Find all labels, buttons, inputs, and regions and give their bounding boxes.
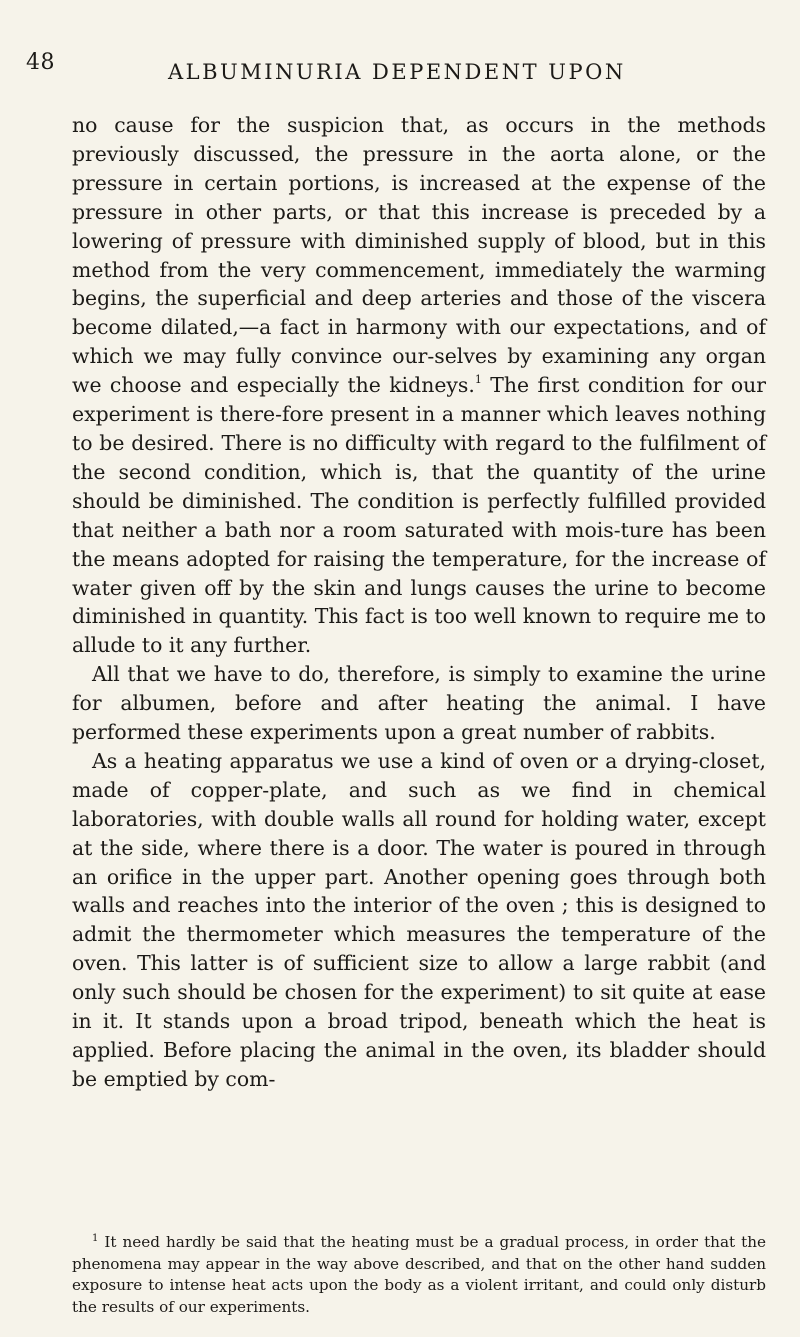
footnote-marker: 1 [92, 1233, 99, 1244]
paragraph-1-text-part-2: The first condition for our experiment is there-fore present in a manner which leaves nothing to be desired. There is no difficulty with regard to the fulfilment of the second condition, which is, that the quantity of the urine should be diminished. The condition is perfectly fulfilled provided that neither a bath nor a room saturated with mois-ture has been the means adopted for raising the temperature, for the increase of water given off by the skin and lungs causes the urine to become diminished in quantity. This fact is too well known to require me to allude to it any further. [72, 373, 766, 658]
paragraph-3: As a heating apparatus we use a kind of oven or a drying-closet, made of copper-plate, and such as we find in chemical laboratories, with double walls all round for holding water, except at the side, where there is a door. The water is poured in through an orifice in the upper part. Another opening goes through both walls and reaches into the interior of the oven ; this is designed to admit the thermometer which measures the temperature of the oven. This latter is of sufficient size to allow a large rabbit (and only such should be chosen for the experiment) to sit quite at ease in it. It stands upon a broad tripod, beneath which the heat is applied. Before placing the animal in the oven, its bladder should be emptied by com- [72, 748, 766, 1091]
paragraph-1-text-part-1: no cause for the suspicion that, as occurs in the methods previously discussed, the pressure in the aorta alone, or the pressure in certain portions, is increased at the expense of the pressure in other parts, or that this increase is preceded by a lowering of pressure with diminished supply of blood, but in this method from the very commencement, immediately the warming begins, the superficial and deep arteries and those of the viscera become dilated,—a fact in harmony with our expectations, and of which we may fully convince our-selves by examining any organ we choose and especially the kidneys. [72, 113, 766, 398]
footnote-text: It need hardly be said that the heating must be a gradual process, in order that the phenomena may appear in the way above described, and that on the other hand sudden exposure to intense heat acts upon the body as a violent irritant, and could only disturb the results of our experiments. [72, 1233, 766, 1316]
footnote-reference: 1 [474, 373, 482, 387]
paragraph-1 [72, 111, 766, 660]
paragraph-2: All that we have to do, therefore, is simply to examine the urine for albumen, before and after heating the animal. I have performed these experiments upon a great number of rabbits. [72, 662, 766, 745]
footnote [72, 1232, 766, 1318]
main-text [72, 111, 766, 1094]
running-title: ALBUMINURIA DEPENDENT UPON [168, 60, 626, 84]
page-number: 48 [26, 50, 55, 75]
